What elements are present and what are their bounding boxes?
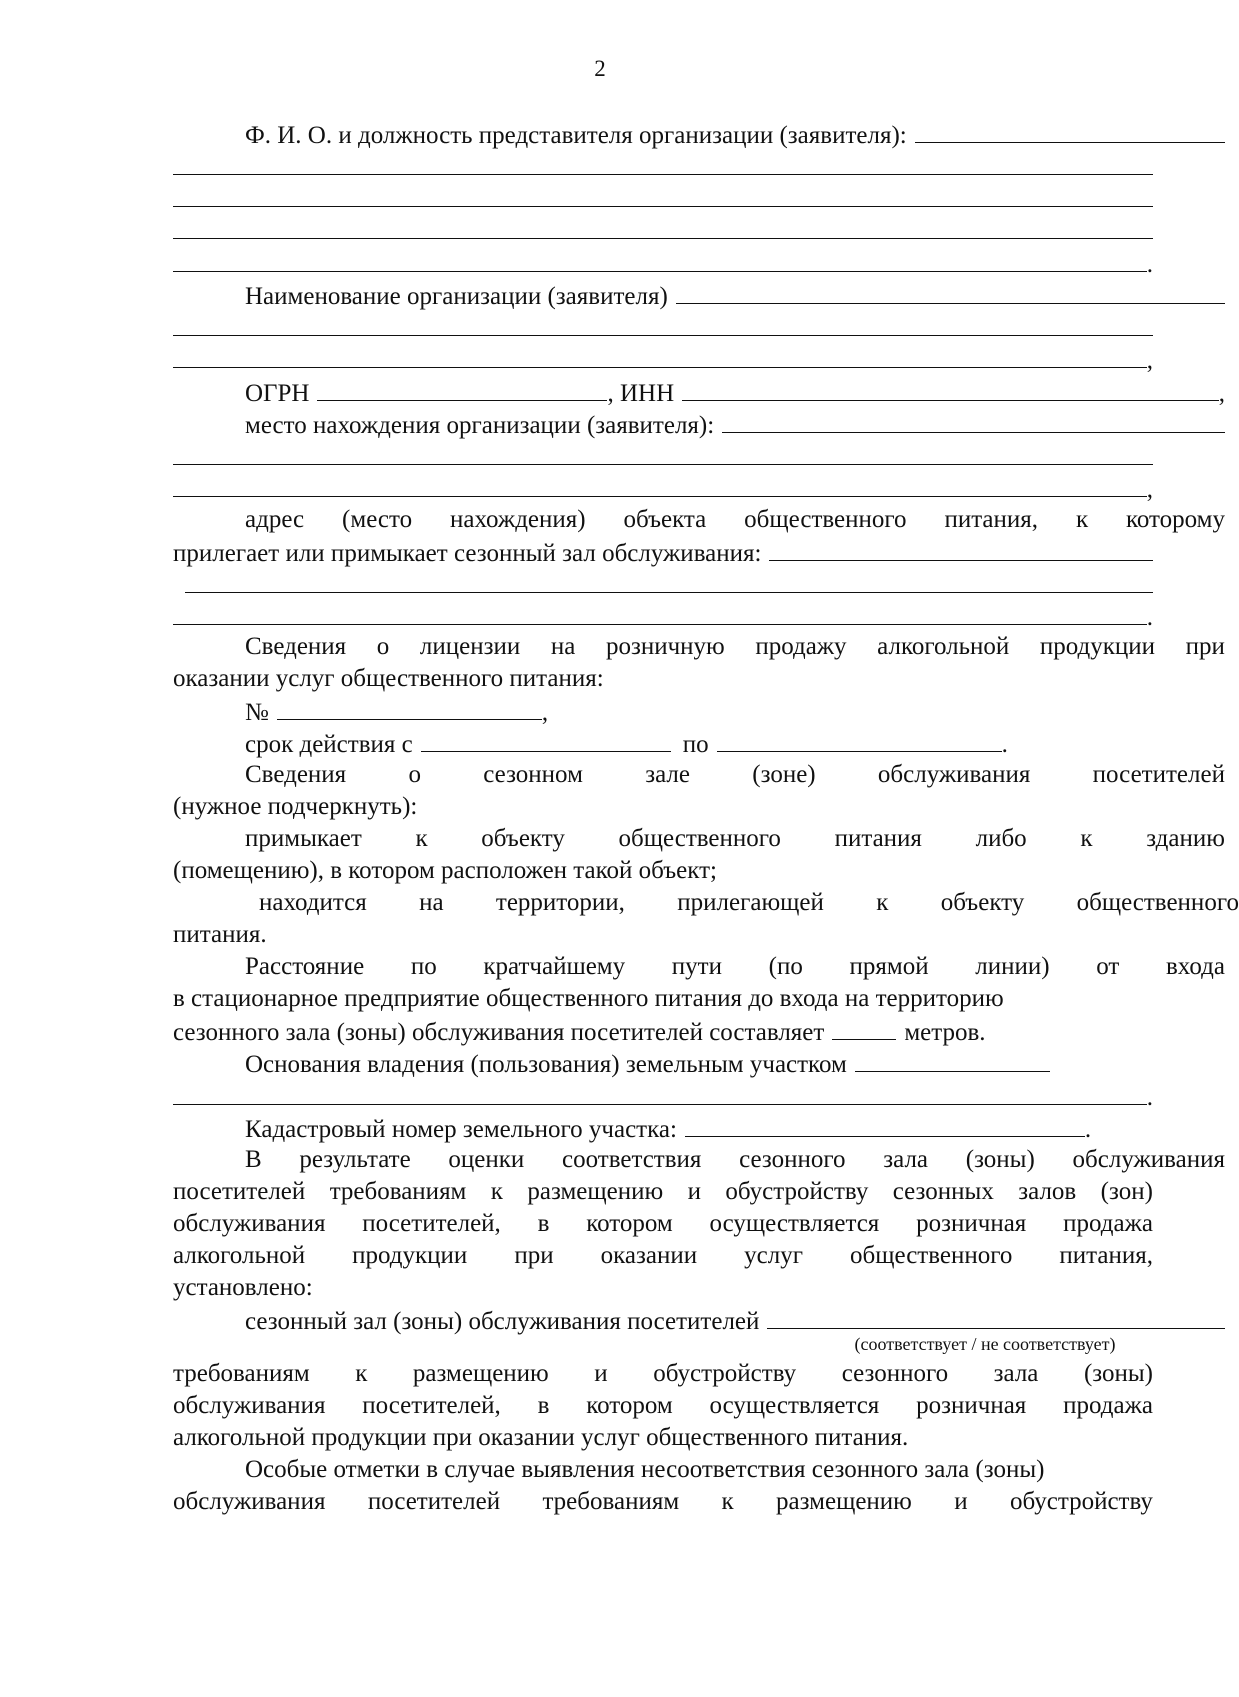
inn-field[interactable] [682, 376, 1219, 401]
validity-from-field[interactable] [421, 727, 671, 752]
address-field-line-2[interactable] [185, 568, 1153, 593]
conclusion-field[interactable] [767, 1304, 1225, 1329]
fio-label: Ф. И. О. и должность представителя организации (заявителя): [245, 122, 907, 149]
distance-line-1: Расстояние по кратчайшему пути (по прямой линии) от входа [245, 953, 1225, 980]
document-page: 2 Ф. И. О. и должность представителя организации (заявителя): . Наименование организации (заявителя) , ОГРН , ИНН , место нахождения организации (заявителя): , адрес (место нахождения) объекта общественного питания, к которому прилегает или примыкает сезонный зал обслуживания: . Сведения о лицензии на розничную продажу алкогольной продукции при оказании услуг общественного питания: № , срок действия с по . Сведения о сезонном зале (зоне) обслуживания посетителей (нужное подчеркнуть): примыкает к объекту общественного питания либо к зданию (помещению), в котором расположен такой объект; находится на территории, прилегающей к объекту общественного питания. Расстояние по кратчайшему пути (по прямой линии) от входа в стационарное предприятие общественного питания до входа на территорию сезонного зала (зоны) обслуживания посетителей составляет метров. Основания владения (пользования) земельным участком . Кадастровый номер земельного участка: . В результате оценки соответствия сезонного зала (зоны) обслуживания посетителей требованиям к размещению и обустройству сезонных залов (зон) обслуживания посетителей, в котором осуществляется розничная продажа алкогольной продукции при оказании услуг общественного питания, установлено: сезонный зал (зоны) обслуживания посетителей (соответствует / не соответствует) требованиям к размещению и обустройству сезонного зала (зоны) обслуживания посетителей, в котором осуществляется розничная продажа алкогольной продукции при оказании услуг общественного питания. Особые отметки в случае выявления несоответствия сезонного зала (зоны) обслуживания посетителей требованиям к размещению и обустройству [0, 0, 1200, 1697]
conclusion-line-2: требованиям к размещению и обустройству сезонного зала (зоны) [173, 1360, 1153, 1387]
license-validity-line: срок действия с по . [173, 727, 1225, 759]
fio-field-line-2[interactable] [173, 150, 1153, 175]
special-line-1: Особые отметки в случае выявления несоответствия сезонного зала (зоны) [245, 1456, 1045, 1483]
ogrn-field[interactable] [317, 376, 607, 401]
org-name-field-line-2[interactable] [173, 311, 1153, 336]
conclusion-line-4: алкогольной продукции при оказании услуг общественного питания. [173, 1424, 909, 1451]
page-number: 2 [594, 56, 606, 81]
assessment-line-4: алкогольной продукции при оказании услуг общественного питания, [173, 1242, 1153, 1269]
distance-line-3: сезонного зала (зоны) обслуживания посетителей составляет метров. [173, 1015, 1153, 1047]
location-line [173, 408, 1225, 440]
fio-field[interactable] [915, 118, 1225, 143]
ogrn-label: ОГРН [245, 380, 310, 407]
assessment-line-2: посетителей требованиям к размещению и обустройству сезонных залов (зон) [173, 1178, 1153, 1205]
special-line-2: обслуживания посетителей требованиям к размещению и обустройству [173, 1488, 1153, 1515]
zone-info-line-1: Сведения о сезонном зале (зоне) обслуживания посетителей [245, 761, 1225, 788]
fio-field-line-4[interactable] [173, 214, 1153, 239]
address-line-2 [173, 536, 1153, 568]
address-field-line-3[interactable] [173, 600, 1147, 625]
address-field[interactable] [769, 536, 1153, 561]
conclusion-line-3: обслуживания посетителей, в котором осуществляется розничная продажа [173, 1392, 1153, 1419]
location-label: место нахождения организации (заявителя): [245, 412, 715, 439]
ownership-label: Основания владения (пользования) земельным участком [245, 1051, 847, 1078]
validity-label: срок действия с [245, 731, 413, 758]
ogrn-inn-line: ОГРН , ИНН , [173, 376, 1225, 408]
distance-meters-field[interactable] [832, 1015, 896, 1040]
cadastral-field[interactable] [685, 1112, 1085, 1137]
conclusion-note: (соответствует / не соответствует) [854, 1334, 1116, 1354]
license-number-line: № , [173, 695, 1225, 727]
address-label: прилегает или примыкает сезонный зал обслуживания: [173, 540, 762, 567]
org-name-field-line-3[interactable] [173, 343, 1147, 368]
inn-label: , ИНН [607, 380, 675, 407]
org-name-label: Наименование организации (заявителя) [245, 283, 668, 310]
org-name-line [173, 279, 1225, 311]
location-field-line-2[interactable] [173, 440, 1153, 465]
license-line-1: Сведения о лицензии на розничную продажу алкогольной продукции при [245, 633, 1225, 660]
validity-to-label: по [682, 731, 709, 758]
location-field[interactable] [722, 408, 1225, 433]
ownership-field-line-2[interactable] [173, 1080, 1147, 1105]
ownership-line [173, 1047, 1225, 1079]
cadastral-line: Кадастровый номер земельного участка: . [173, 1112, 1225, 1144]
ownership-field[interactable] [855, 1047, 1050, 1072]
fio-line [173, 118, 1225, 150]
fio-field-line-5[interactable] [173, 247, 1147, 272]
cadastral-label: Кадастровый номер земельного участка: [245, 1116, 677, 1143]
assessment-line-5: установлено: [173, 1274, 313, 1301]
org-name-field[interactable] [676, 279, 1225, 304]
license-line-2: оказании услуг общественного питания: [173, 665, 604, 692]
location-field-line-3[interactable] [173, 472, 1147, 497]
zone-info-line-2: (нужное подчеркнуть): [173, 793, 418, 820]
license-number-field[interactable] [277, 695, 542, 720]
assessment-line-1: В результате оценки соответствия сезонного зала (зоны) обслуживания [245, 1146, 1225, 1173]
fio-field-line-3[interactable] [173, 182, 1153, 207]
option-territory-line-1[interactable]: находится на территории, прилегающей к объекту общественного [259, 889, 1239, 916]
address-line-1: адрес (место нахождения) объекта общественного питания, к которому [245, 506, 1225, 533]
option-adjacent-line-1[interactable]: примыкает к объекту общественного питания либо к зданию [245, 825, 1225, 852]
assessment-line-3: обслуживания посетителей, в котором осуществляется розничная продажа [173, 1210, 1153, 1237]
option-territory-line-2[interactable]: питания. [173, 921, 267, 948]
distance-line-2: в стационарное предприятие общественного питания до входа на территорию [173, 985, 1004, 1012]
conclusion-line-1: сезонный зал (зоны) обслуживания посетителей [173, 1304, 1225, 1336]
option-adjacent-line-2[interactable]: (помещению), в котором расположен такой объект; [173, 857, 717, 884]
validity-to-field[interactable] [717, 727, 1002, 752]
license-number-label: № [245, 699, 269, 726]
